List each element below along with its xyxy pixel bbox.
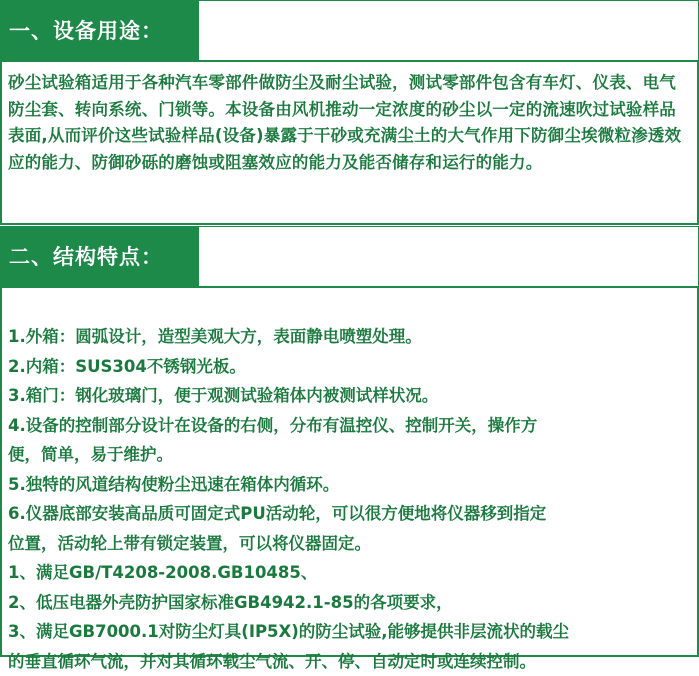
feature-line: 4.设备的控制部分设计在设备的右侧，分布有温控仪、控制开关，操作方 <box>8 411 691 441</box>
section-header <box>0 226 699 286</box>
section-title: 二、结构特点： <box>1 227 199 287</box>
section-body <box>0 60 699 225</box>
feature-line: 位置，活动轮上带有锁定装置，可以将仪器固定。 <box>8 529 691 559</box>
feature-line: 1.外箱：圆弧设计，造型美观大方，表面静电喷塑处理。 <box>8 322 691 352</box>
usage-paragraph: 砂尘试验箱适用于各种汽车零部件做防尘及耐尘试验，测试零部件包含有车灯、仪表、电气防尘套、转向系统、门锁等。本设备由风机推动一定浓度的砂尘以一定的流速吹过试验样品表面,从而评价这些试验样品(设备)暴露于干砂或充满尘土的大气作用下防御尘埃微粒渗透效应的能力、防御砂砾的磨蚀或阻塞效应的能力及能否储存和运行的能力。 <box>8 70 691 176</box>
section-structure <box>0 226 699 657</box>
feature-line: 3、满足GB7000.1对防尘灯具(IP5X)的防尘试验,能够提供非层流状的载尘 <box>8 617 691 647</box>
feature-line: 3.箱门：钢化玻璃门，便于观测试验箱体内被测试样状况。 <box>8 381 691 411</box>
section-title: 一、设备用途： <box>1 1 199 61</box>
feature-line: 6.仪器底部安装高品质可固定式PU活动轮，可以很方便地将仪器移到指定 <box>8 499 691 529</box>
section-body <box>0 286 699 657</box>
section-header <box>0 0 699 60</box>
section-usage <box>0 0 699 225</box>
feature-line: 2、低压电器外壳防护国家标准GB4942.1-85的各项要求， <box>8 588 691 618</box>
feature-line: 的垂直循环气流，并对其循环载尘气流、开、停、自动定时或连续控制。 <box>8 647 691 676</box>
feature-line: 5.独特的风道结构使粉尘迅速在箱体内循环。 <box>8 470 691 500</box>
feature-line: 1、满足GB/T4208-2008.GB10485、 <box>8 558 691 588</box>
feature-line: 2.内箱：SUS304不锈钢光板。 <box>8 352 691 382</box>
feature-line: 便，简单，易于维护。 <box>8 440 691 470</box>
